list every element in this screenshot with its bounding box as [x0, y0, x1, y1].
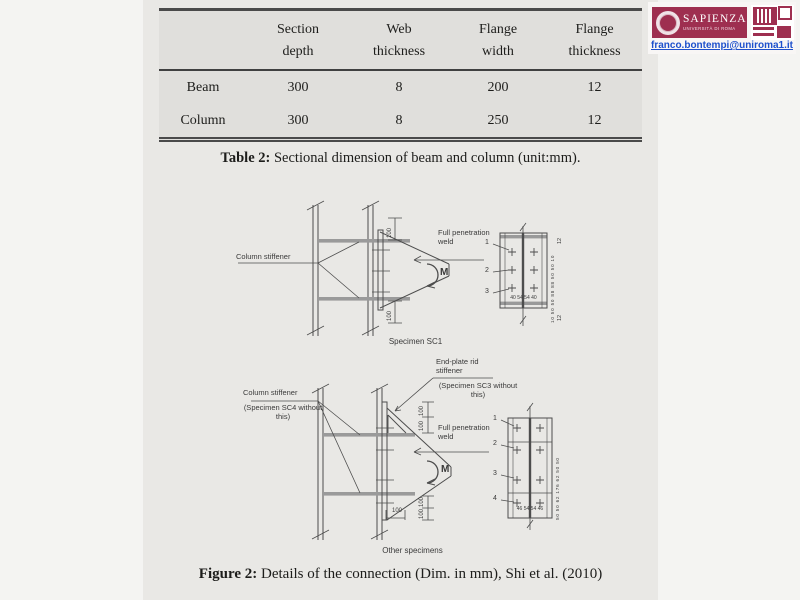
- cell: 8: [395, 80, 403, 95]
- dim-label: 12: [557, 314, 563, 321]
- header-line: Flange: [478, 22, 518, 37]
- table-header-flange-thickness: [547, 19, 642, 63]
- sapienza-banner: [652, 7, 747, 38]
- header-line: thickness: [568, 44, 621, 59]
- moment-label: M: [440, 267, 449, 278]
- table-header-row: [159, 11, 642, 71]
- figure-caption-number: Figure 2:: [198, 566, 258, 582]
- cell: 300: [287, 113, 309, 128]
- dim-label: 100: [419, 496, 425, 507]
- bolt-row-number: 3: [493, 470, 497, 477]
- bolt-row-number: 1: [493, 415, 497, 422]
- header-line: thickness: [372, 44, 426, 59]
- table-caption-text: Sectional dimension of beam and column (unit:mm).: [270, 150, 581, 166]
- cell: 200: [487, 80, 509, 95]
- cell: 12: [587, 80, 602, 95]
- figure-caption: [143, 566, 658, 583]
- header-line: Section: [277, 22, 319, 37]
- dim-label: 100: [419, 508, 425, 519]
- side-dims: 50 50 62 176 62 50 50: [555, 457, 560, 520]
- full-penetration-weld-label: Full penetration weld: [438, 423, 490, 442]
- bolt-row-number: 2: [485, 267, 489, 274]
- cell: 300: [287, 80, 309, 95]
- endplate-stiffener-label: End-plate rid stiffener: [436, 357, 479, 376]
- figure-area: [143, 190, 658, 560]
- bolt-row-number: 4: [493, 495, 497, 502]
- table-header-web-thickness: [349, 19, 449, 63]
- header-line: Web: [386, 22, 412, 37]
- table-caption-number: Table 2:: [220, 150, 271, 166]
- moment-label: M: [441, 464, 450, 475]
- figure-caption-text: Details of the connection (Dim. in mm), Shi et al. (2010): [257, 566, 603, 582]
- department-logo-icon: [751, 5, 794, 40]
- bolt-row-number: 2: [493, 440, 497, 447]
- table-header-empty: [159, 19, 247, 63]
- dim-label: 100: [391, 508, 402, 514]
- dim-label: 100: [387, 310, 393, 321]
- bolt-spacing-dims: 46 54 54 46: [516, 506, 544, 512]
- cell: 8: [395, 113, 403, 128]
- side-dims: 10 50 50 88 88 50 50 10: [550, 254, 555, 323]
- other-specimens-caption: Other specimens: [382, 546, 443, 555]
- table-header-section-depth: [247, 19, 349, 63]
- table-caption: [143, 150, 658, 167]
- endplate-stiffener-note: (Specimen SC3 without this): [438, 381, 518, 400]
- dimension-table: [159, 8, 642, 142]
- brand-subtitle: UNIVERSITÀ DI ROMA: [683, 25, 736, 31]
- emblem-core: [659, 14, 677, 32]
- dim-label: 100: [419, 405, 425, 416]
- dim-label: 12: [557, 237, 563, 244]
- branding-block: [648, 2, 796, 54]
- email-link[interactable]: franco.bontempi@uniroma1.it: [651, 40, 793, 51]
- full-penetration-weld-label: Full penetration weld: [438, 228, 490, 247]
- cell: 12: [587, 113, 602, 128]
- brand-name: SAPIENZA: [683, 12, 747, 25]
- table-row-column: [159, 104, 642, 137]
- bolt-spacing-dims: 40 54 54 40: [510, 295, 537, 301]
- dim-label: 100: [387, 227, 393, 238]
- row-label: Column: [180, 113, 226, 128]
- header-line: width: [482, 44, 514, 59]
- specimen-sc1-caption: Specimen SC1: [388, 337, 443, 346]
- sapienza-emblem-icon: [656, 11, 680, 35]
- header-line: Flange: [575, 22, 614, 37]
- row-label: Beam: [186, 80, 220, 95]
- column-stiffener-label: Column stiffener: [236, 252, 291, 261]
- dim-label: 100: [419, 420, 425, 431]
- column-stiffener-label: Column stiffener: [243, 388, 298, 397]
- table-header-flange-width: [449, 19, 547, 63]
- bolt-row-number: 3: [485, 288, 489, 295]
- brand-text: [683, 14, 747, 31]
- cell: 250: [487, 113, 509, 128]
- content-column: [143, 0, 658, 600]
- column-stiffener-note: (Specimen SC4 without this): [243, 403, 323, 422]
- table-row-beam: [159, 71, 642, 104]
- bolt-row-number: 1: [485, 239, 489, 246]
- header-line: depth: [282, 44, 314, 59]
- figure-linework: [143, 190, 658, 560]
